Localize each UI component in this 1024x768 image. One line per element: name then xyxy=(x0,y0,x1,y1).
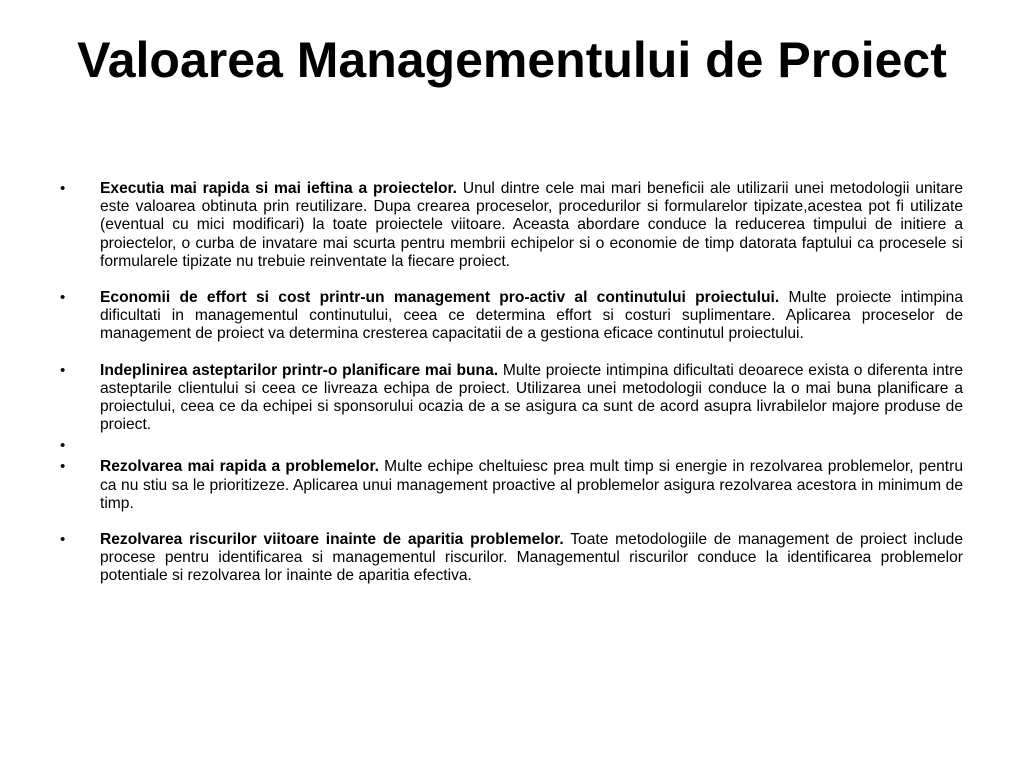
bullet-item xyxy=(60,458,963,513)
bullet-item-empty xyxy=(60,437,963,455)
bullet-text: Unul dintre cele mai mari beneficii ale utilizarii unei metodologii unitare este valoarea obtinuta prin reutilizare. Dupa crearea proceselor, procedurilor si formularelor tipizate,acestea pot fi utilizate (eventual cu mici modificari) la toate proiectele viitoare. Aceasta abordare conduce la reducerea timpului de initiere a proiectelor, o curba de invatare mai scurta pentru membrii echipelor si o economie de timp datorata faptului ca procesele si formularele tipizate nu trebuie reinventate la fiecare proiect. xyxy=(100,180,963,270)
bullet-icon: • xyxy=(60,531,66,549)
bullet-icon: • xyxy=(60,180,66,197)
bullet-lead: Rezolvarea riscurilor viitoare inainte de aparitia problemelor. xyxy=(100,531,564,549)
bullet-text: Toate metodologiile de management de proiect include procese pentru identificarea si managementul riscurilor. Managementul riscurilor conduce la identificarea problemelor potentiale si rezolvarea lor inainte de aparitia efectiva. xyxy=(100,531,963,585)
bullet-text: Multe proiecte intimpina dificultati in managementul continutului, ceea ce determina effort si costuri suplimentare. Aplicarea proceselor de management de proiect va determina cresterea capacitatii de a gestiona eficace continutul proiectului. xyxy=(100,289,963,343)
bullet-lead: Indeplinirea asteptarilor printr-o planificare mai buna. xyxy=(100,361,499,379)
bullet-lead: Economii de effort si cost printr-un management pro-activ al continutului proiectului. xyxy=(100,289,780,307)
bullet-item xyxy=(60,531,963,586)
bullet-text: Multe echipe cheltuiesc prea mult timp si energie in rezolvarea problemelor, pentru ca nu stiu sa le prioritizeze. Aplicarea unui management proactive al problemelor asigura rezolvarea acestora in minimum de timp. xyxy=(100,458,963,512)
bullet-item xyxy=(60,289,963,344)
bullet-item xyxy=(60,362,963,435)
bullet-list xyxy=(60,180,963,586)
bullet-icon: • xyxy=(60,458,66,476)
bullet-icon: • xyxy=(60,361,66,379)
bullet-lead: Rezolvarea mai rapida a problemelor. xyxy=(100,458,379,476)
bullet-icon: • xyxy=(60,289,66,307)
bullet-text: Multe proiecte intimpina dificultati deoarece exista o diferenta intre asteptarile clientului si ceea ce livreaza echipa de proiect. Utilizarea unei metodologii conduce la o mai buna planificare a proiectului, ceea ce da echipei si sponsorului ocazia de a se asigura ca sunt de acord asupra livrabilelor majore produse de proiect. xyxy=(100,361,963,434)
bullet-icon: • xyxy=(60,437,66,455)
slide-title: Valoarea Managementului de Proiect xyxy=(77,32,947,88)
bullet-item xyxy=(60,180,963,271)
bullet-lead: Executia mai rapida si mai ieftina a proiectelor. xyxy=(100,180,458,197)
